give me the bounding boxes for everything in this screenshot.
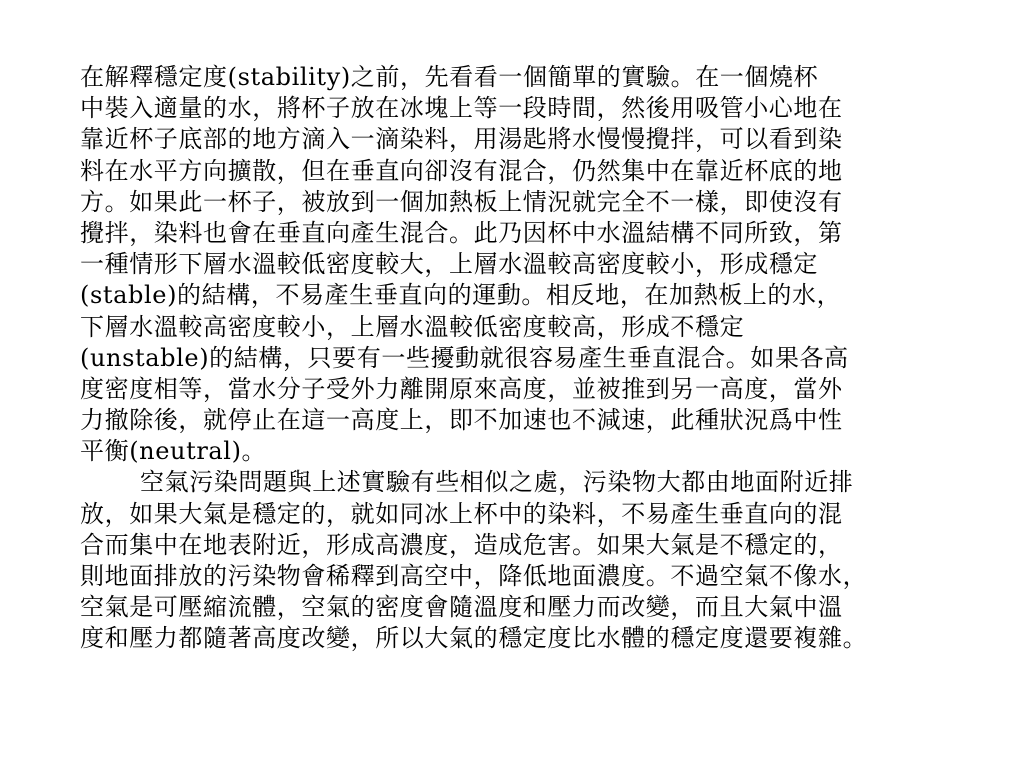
text-line: 方。如果此一杯子，被放到一個加熱板上情況就完全不一樣，即使沒有: [80, 187, 843, 216]
text-line: (unstable)的結構，只要有一些擾動就很容易產生垂直混合。如果各高: [80, 343, 849, 372]
text-line: 下層水溫較高密度較小，上層水溫較低密度較高，形成不穩定: [80, 312, 745, 341]
slide-body: [80, 62, 1000, 655]
text-line: 在解釋穩定度(stability)之前，先看看一個簡單的實驗。在一個燒杯: [80, 63, 819, 91]
text-line: 一種情形下層水溫較低密度較大，上層水溫較高密度較小，形成穩定: [80, 250, 818, 279]
text-line: 力撤除後，就停止在這一高度上，即不加速也不減速，此種狀況爲中性: [80, 406, 843, 435]
text-line: 料在水平方向擴散，但在垂直向卻沒有混合，仍然集中在靠近杯底的地: [80, 156, 843, 185]
paragraph-air-pollution: [80, 467, 1000, 654]
text-line: 中裝入適量的水，將杯子放在冰塊上等一段時間，然後用吸管小心地在: [80, 94, 843, 123]
text-line: 靠近杯子底部的地方滴入一滴染料，用湯匙將水慢慢攪拌，可以看到染: [80, 125, 843, 154]
text-line: 放，如果大氣是穩定的，就如同冰上杯中的染料，不易產生垂直向的混: [80, 499, 843, 528]
text-line: 度和壓力都隨著高度改變，所以大氣的穩定度比水體的穩定度還要複雜。: [80, 624, 868, 653]
text-line: 空氣污染問題與上述實驗有些相似之處，污染物大都由地面附近排: [140, 468, 854, 497]
text-line: 平衡(neutral)。: [80, 437, 267, 466]
text-line: (stable)的結構，不易產生垂直向的運動。相反地，在加熱板上的水，: [80, 281, 842, 310]
text-line: 則地面排放的污染物會稀釋到高空中，降低地面濃度。不過空氣不像水，: [80, 562, 868, 590]
text-line: 合而集中在地表附近，形成高濃度，造成危害。如果大氣是不穩定的，: [80, 530, 843, 559]
text-line: 度密度相等，當水分子受外力離開原來高度，並被推到另一高度，當外: [80, 374, 843, 403]
text-line: 空氣是可壓縮流體，空氣的密度會隨溫度和壓力而改變，而且大氣中溫: [80, 593, 843, 622]
text-line: 攪拌，染料也會在垂直向產生混合。此乃因杯中水溫結構不同所致，第: [80, 218, 843, 247]
paragraph-stability-experiment: [80, 62, 1000, 467]
